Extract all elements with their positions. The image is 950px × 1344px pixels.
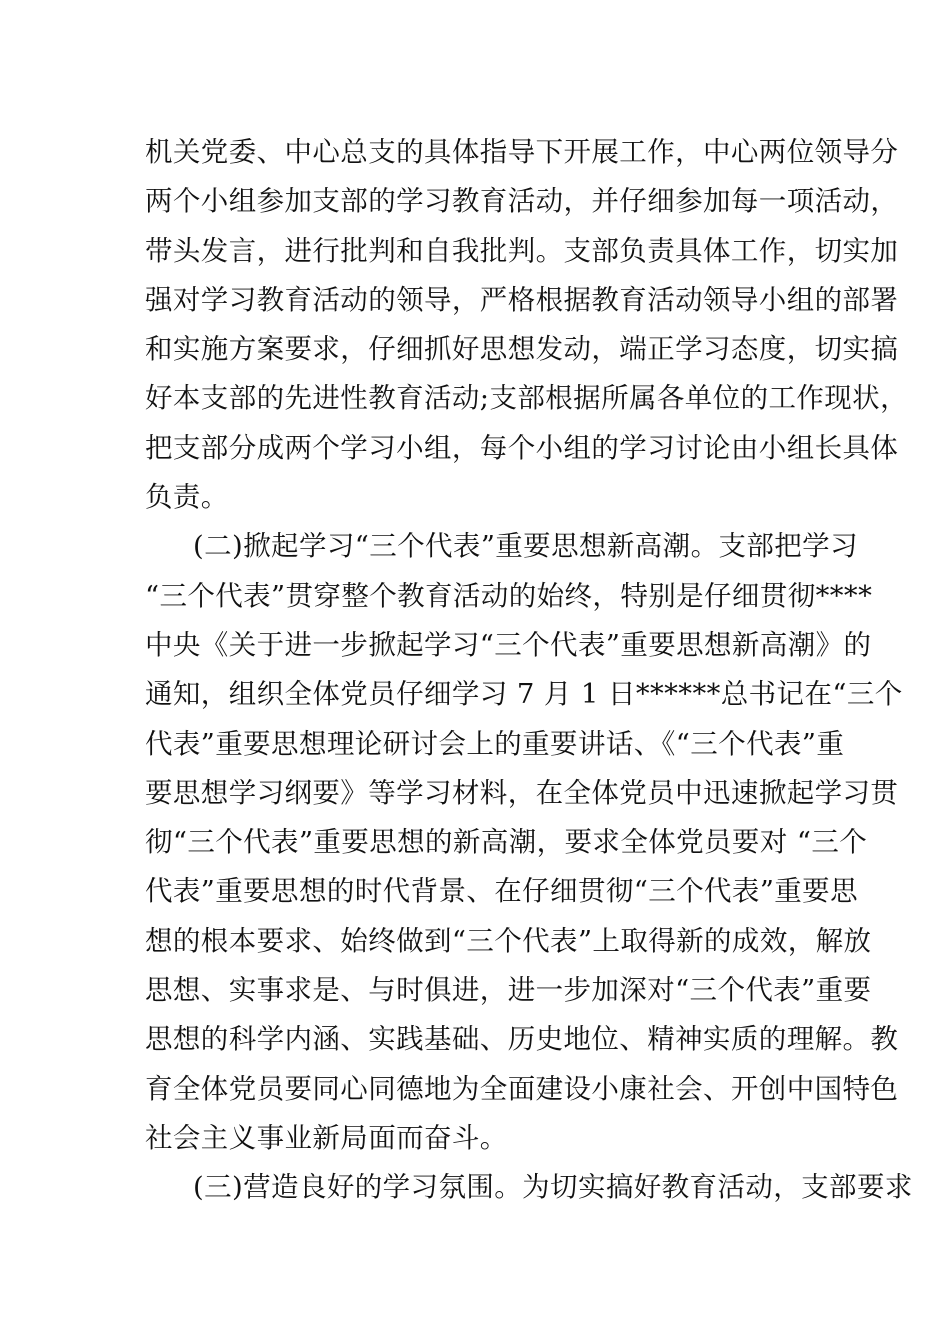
paragraph-line: 育全体党员要同心同德地为全面建设小康社会、开创中国特色 bbox=[145, 1072, 899, 1105]
paragraph-line: “三个代表”贯穿整个教育活动的始终，特别是仔细贯彻**** bbox=[145, 579, 873, 612]
paragraph-line: 和实施方案要求，仔细抓好思想发动，端正学习态度，切实搞 bbox=[145, 333, 899, 366]
paragraph-line: 好本支部的先进性教育活动;支部根据所属各单位的工作现状， bbox=[145, 382, 908, 415]
paragraph-line: 机关党委、中心总支的具体指导下开展工作，中心两位领导分 bbox=[145, 136, 899, 168]
paragraph-line: 两个小组参加支部的学习教育活动，并仔细参加每一项活动， bbox=[145, 185, 899, 218]
paragraph-line: 彻“三个代表”重要思想的新高潮，要求全体党员要对 “三个 bbox=[145, 826, 868, 859]
paragraph-line: 把支部分成两个学习小组，每个小组的学习讨论由小组长具体 bbox=[145, 431, 899, 464]
paragraph-line: 中央《关于进一步掀起学习“三个代表”重要思想新高潮》的 bbox=[145, 628, 872, 661]
paragraph-line: 负责。 bbox=[145, 481, 229, 514]
paragraph-line: 代表”重要思想理论研讨会上的重要讲话、《“三个代表”重 bbox=[145, 727, 845, 760]
paragraph-line: 社会主义事业新局面而奋斗。 bbox=[145, 1121, 508, 1154]
paragraph-line: 带头发言，进行批判和自我批判。支部负责具体工作，切实加 bbox=[145, 234, 899, 267]
paragraph-line: 要思想学习纲要》等学习材料，在全体党员中迅速掀起学习贯 bbox=[145, 776, 899, 809]
paragraph-line: 思想、实事求是、与时俱进，进一步加深对“三个代表”重要 bbox=[145, 974, 872, 1007]
paragraph-line: 代表”重要思想的时代背景、在仔细贯彻“三个代表”重要思 bbox=[145, 875, 858, 908]
section-heading-line: (二)掀起学习“三个代表”重要思想新高潮。支部把学习 bbox=[193, 530, 858, 563]
paragraph-line: 通知，组织全体党员仔细学习 7 月 1 日******总书记在“三个 bbox=[145, 678, 903, 711]
paragraph-line: 思想的科学内涵、实践基础、历史地位、精神实质的理解。教 bbox=[145, 1023, 899, 1056]
section-heading-line: (三)营造良好的学习氛围。为切实搞好教育活动，支部要求 bbox=[193, 1171, 913, 1204]
document-body bbox=[145, 128, 913, 1213]
paragraph-line: 想的根本要求、始终做到“三个代表”上取得新的成效，解放 bbox=[145, 924, 872, 957]
paragraph-line: 强对学习教育活动的领导，严格根据教育活动领导小组的部署 bbox=[145, 283, 899, 316]
